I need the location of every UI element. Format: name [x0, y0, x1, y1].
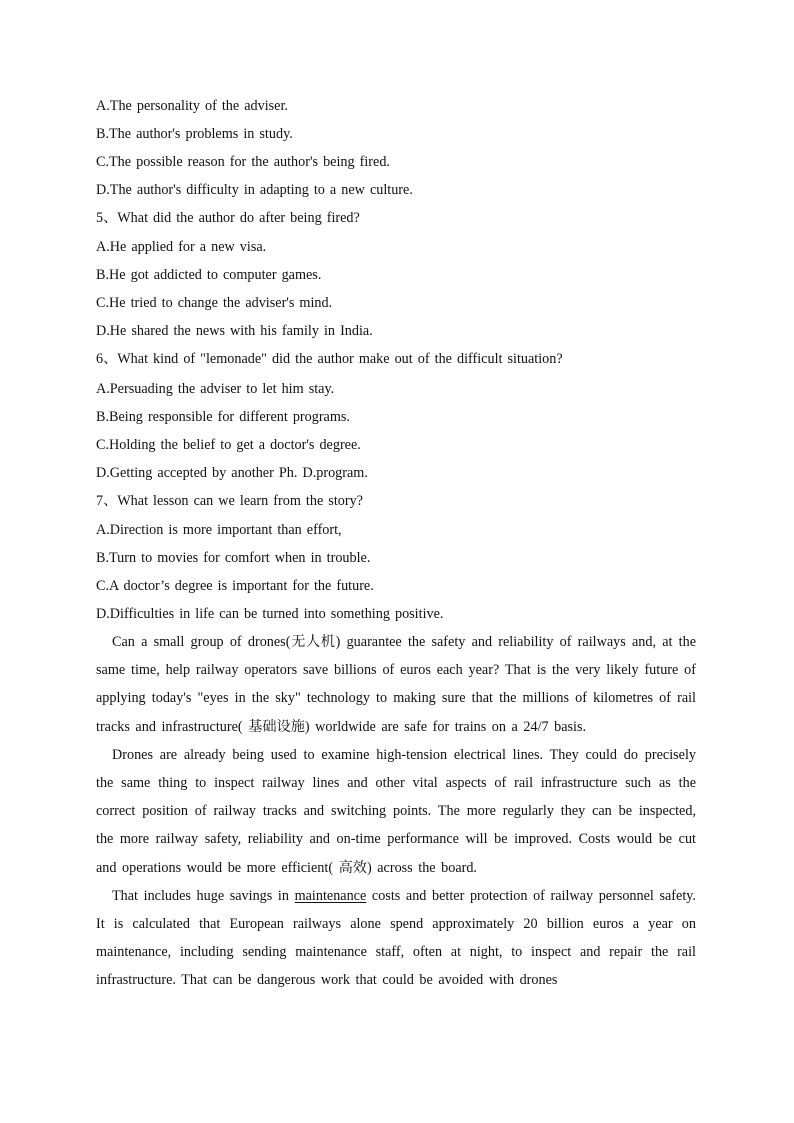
q4-option-d: D.The author's difficulty in adapting to a new culture. — [96, 182, 413, 198]
passage-paragraph-3 — [96, 882, 696, 995]
q4-option-b: B.The author's problems in study. — [96, 126, 293, 142]
paragraph-3-lead: That includes huge savings in — [112, 887, 295, 904]
underlined-word-maintenance: maintenance — [294, 887, 367, 904]
q5-option-c: C.He tried to change the adviser's mind. — [96, 295, 333, 311]
q6-question: 6、What kind of "lemonade" did the author make out of the difficult situation? — [96, 351, 563, 367]
q6-option-b: B.Being responsible for different programs. — [96, 409, 350, 425]
q5-option-a: A.He applied for a new visa. — [96, 239, 267, 255]
q7-option-d: D.Difficulties in life can be turned into something positive. — [96, 606, 444, 622]
q7-question: 7、What lesson can we learn from the story? — [96, 493, 363, 509]
q6-option-a: A.Persuading the adviser to let him stay. — [96, 381, 335, 397]
passage-paragraph-1: Can a small group of drones(无人机) guarantee the safety and reliability of railways and, at the same time, help railway operators save billions of euros each year? That is the very likely future of applying today's "eyes in the sky" technology to making sure that the millions of kilometres of rail tracks and infrastructure( 基础设施) worldwide are safe for trains on a 24/7 basis. — [96, 634, 696, 735]
passage-paragraph-2: Drones are already being used to examine high-tension electrical lines. They could do precisely the same thing to inspect railway lines and other vital aspects of rail infrastructure such as the correct position of railway tracks and switching points. The more regularly they can be inspected, the more railway safety, reliability and on-time performance will be improved. Costs would be cut and operations would be more efficient( 高效) across the board. — [96, 746, 696, 876]
q5-option-d: D.He shared the news with his family in India. — [96, 323, 373, 339]
q7-option-b: B.Turn to movies for comfort when in trouble. — [96, 550, 371, 566]
q4-option-c: C.The possible reason for the author's being fired. — [96, 154, 390, 170]
q5-question: 5、What did the author do after being fired? — [96, 210, 360, 226]
q7-option-c: C.A doctor’s degree is important for the future. — [96, 578, 374, 594]
reading-passage — [96, 628, 696, 995]
q6-option-d: D.Getting accepted by another Ph. D.program. — [96, 465, 368, 481]
q5-option-b: B.He got addicted to computer games. — [96, 267, 322, 283]
paragraph-3-rest: costs and better protection of railway personnel safety. It is calculated that European railways alone spend approximately 20 billion euros a year on maintenance, including sending maintenance staff, often at night, to inspect and repair the rail infrastructure. That can be dangerous work that could be avoided with drones — [96, 887, 696, 989]
q7-option-a: A.Direction is more important than effort, — [96, 522, 342, 538]
q4-option-a: A.The personality of the adviser. — [96, 98, 288, 114]
q6-option-c: C.Holding the belief to get a doctor's degree. — [96, 437, 361, 453]
